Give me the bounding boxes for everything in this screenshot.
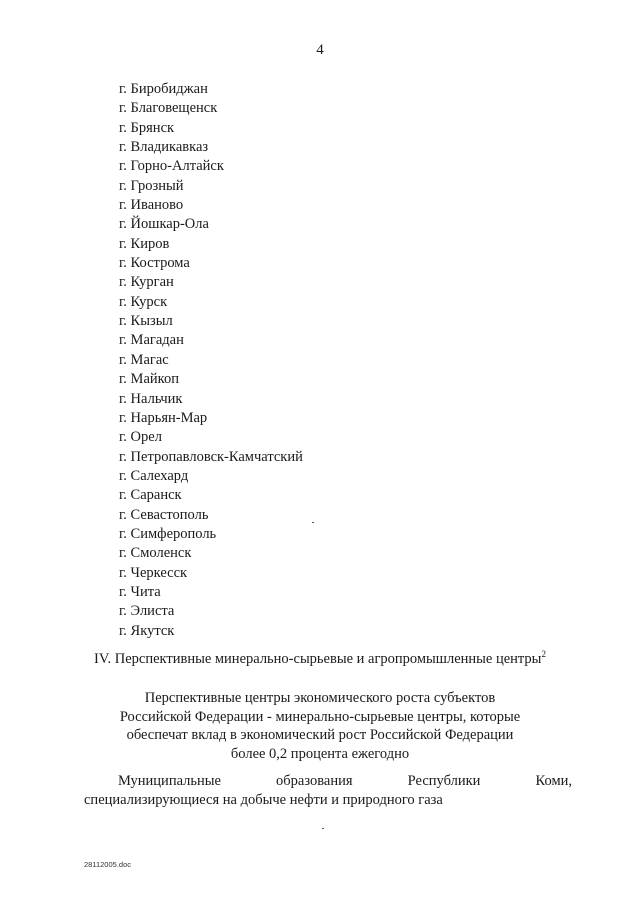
section-heading [0,651,640,668]
list-item: г. Петропавловск-Камчатский [119,448,303,465]
page-number: 4 [316,42,324,58]
sub-heading-line: Российской Федерации - минерально-сырьевые центры, которые [119,708,521,725]
paragraph-word: Муниципальные [118,773,221,789]
list-item: г. Симферополь [119,525,217,542]
city-list [119,80,303,641]
paragraph-word: Республики [407,773,481,789]
list-item: г. Майкоп [119,371,179,388]
list-item: г. Нальчик [119,390,183,407]
list-item: г. Курган [119,274,174,291]
list-item: г. Грозный [119,177,184,194]
section-heading-text: IV. Перспективные минерально-сырьевые и агропромышленные центры [94,651,542,667]
list-item: г. Севастополь [119,506,209,523]
list-item: г. Якутск [119,622,175,639]
list-item: г. Иваново [119,197,184,214]
list-item: г. Брянск [119,119,175,136]
paragraph-line-2: специализирующиеся на добыче нефти и природного газа [84,792,443,808]
list-item: г. Кызыл [119,313,173,330]
list-item: г. Биробиджан [119,81,208,97]
scan-speck [322,828,324,829]
list-item: г. Нарьян-Мар [119,409,208,426]
paragraph-word: образования [276,773,353,789]
sub-heading-line: Перспективные центры экономического роста субъектов [144,690,496,706]
list-item: г. Чита [119,583,161,600]
list-item: г. Йошкар-Ола [119,216,209,233]
list-item: г. Орел [119,429,162,446]
list-item: г. Саранск [119,487,182,504]
footnote-marker: 2 [541,649,546,659]
footer-filename: 28112005.doc [84,860,131,869]
list-item: г. Кострома [119,255,190,272]
list-item: г. Магадан [119,332,184,349]
list-item: г. Смоленск [119,545,192,562]
body-paragraph [84,772,572,810]
list-item: г. Элиста [119,603,175,620]
sub-heading [0,689,640,763]
list-item: г. Владикавказ [119,139,209,156]
scan-speck [312,522,314,523]
list-item: г. Киров [119,235,170,252]
list-item: г. Благовещенск [119,100,218,117]
list-item: г. Салехард [119,467,189,484]
list-item: г. Горно-Алтайск [119,158,224,175]
paragraph-word: Коми, [535,773,572,789]
paragraph-line-1 [84,772,572,791]
list-item: г. Курск [119,293,168,310]
sub-heading-line: обеспечат вклад в экономический рост Российской Федерации [126,727,514,743]
sub-heading-line: более 0,2 процента ежегодно [230,745,410,762]
list-item: г. Магас [119,351,169,368]
list-item: г. Черкесск [119,564,188,581]
